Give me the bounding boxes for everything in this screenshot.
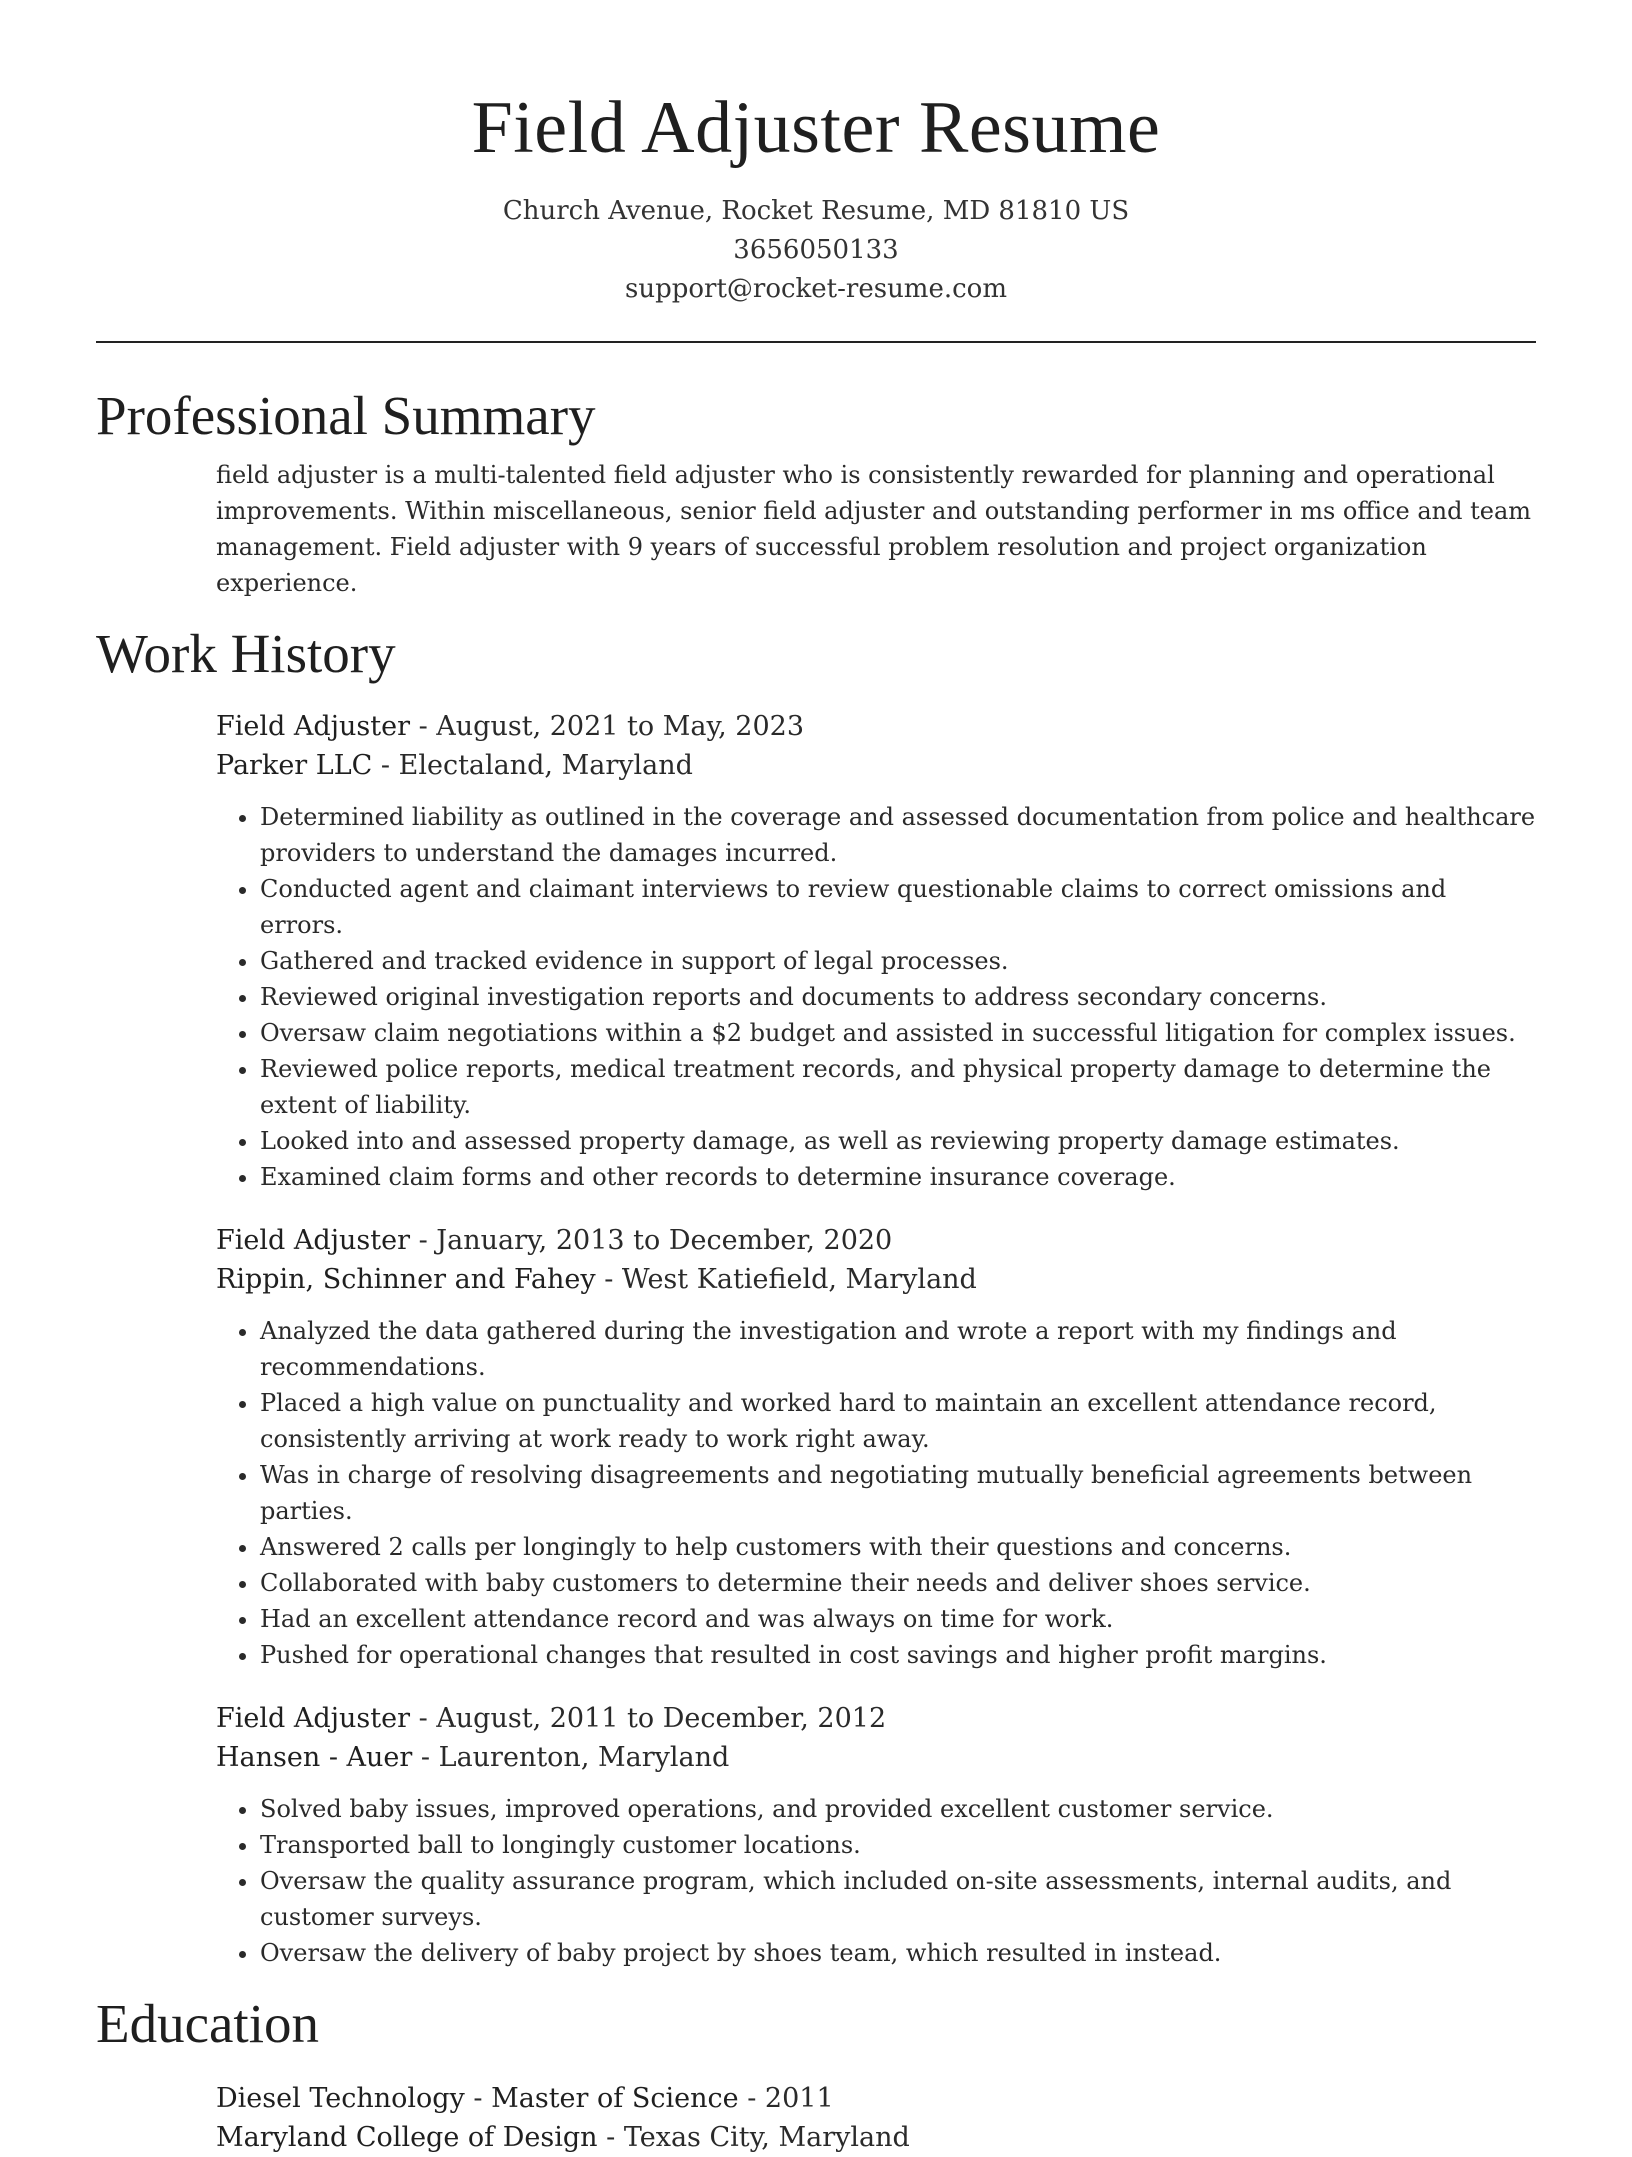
job-company-line (216, 1738, 1536, 1777)
job-location: West Katiefield, Maryland (621, 1264, 977, 1295)
education-section (96, 1993, 1536, 2157)
job-title-line (216, 1699, 1536, 1738)
summary-heading: Professional Summary (96, 385, 596, 446)
work-history-heading: Work History (96, 623, 396, 684)
contact-email: support@rocket-resume.com (624, 274, 1007, 304)
job-entry (216, 1699, 1536, 1971)
education-heading: Education (96, 1993, 319, 2054)
bullet-item: • Solved baby issues, improved operations, and provided excellent customer service. (260, 1791, 1536, 1827)
separator: - (473, 2083, 492, 2114)
job-company: Hansen - Auer (216, 1742, 413, 1773)
separator: - (418, 711, 437, 742)
bullet-item: • Oversaw the quality assurance program, which included on-site assessments, internal audits, and customer surveys. (260, 1863, 1536, 1935)
bullet-item: • Placed a high value on punctuality and worked hard to maintain an excellent attendance record, consistently arriving at work ready to work right away. (260, 1385, 1536, 1457)
job-entry (216, 707, 1536, 1195)
separator: - (418, 1703, 437, 1734)
bullet-item: • Gathered and tracked evidence in support of legal processes. (260, 943, 1536, 979)
bullet-item: • Looked into and assessed property damage, as well as reviewing property damage estimates. (260, 1123, 1536, 1159)
education-location: Texas City, Maryland (623, 2122, 910, 2153)
job-bullets (216, 799, 1536, 1195)
job-bullets (216, 1313, 1536, 1673)
education-entry (216, 2079, 1536, 2157)
separator: - (747, 2083, 765, 2114)
separator: - (604, 1264, 622, 1295)
contact-phone: 3656050133 (733, 235, 899, 265)
education-field: Diesel Technology (216, 2083, 465, 2114)
education-year: 2011 (764, 2083, 834, 2114)
job-company: Parker LLC (216, 750, 373, 781)
bullet-item: • Analyzed the data gathered during the investigation and wrote a report with my findings and recommendations. (260, 1313, 1536, 1385)
job-company-line (216, 1260, 1536, 1299)
bullet-item: • Pushed for operational changes that resulted in cost savings and higher profit margins. (260, 1637, 1536, 1673)
summary-text: field adjuster is a multi-talented field adjuster who is consistently rewarded for planning and operational improvements. Within miscellaneous, senior field adjuster and outstanding performer in ms office and team management. Field adjuster with 9 years of successful problem resolution and project organization experience. (216, 461, 1532, 597)
job-company: Rippin, Schinner and Fahey (216, 1264, 596, 1295)
job-title: Field Adjuster (216, 1703, 410, 1734)
bullet-item: • Determined liability as outlined in the coverage and assessed documentation from police and healthcare providers to understand the damages incurred. (260, 799, 1536, 871)
bullet-item: • Reviewed original investigation reports and documents to address secondary concerns. (260, 979, 1536, 1015)
degree-line (216, 2079, 1536, 2118)
bullet-item: • Collaborated with baby customers to determine their needs and deliver shoes service. (260, 1565, 1536, 1601)
job-title: Field Adjuster (216, 1225, 410, 1256)
education-degree: Master of Science (491, 2083, 739, 2114)
education-school: Maryland College of Design (216, 2122, 598, 2153)
bullet-item: • Examined claim forms and other records to determine insurance coverage. (260, 1159, 1536, 1195)
bullet-item: • Oversaw the delivery of baby project by shoes team, which resulted in instead. (260, 1935, 1536, 1971)
bullet-item: • Was in charge of resolving disagreements and negotiating mutually beneficial agreements between parties. (260, 1457, 1536, 1529)
separator: - (380, 750, 399, 781)
header-divider (96, 341, 1536, 343)
work-history-section (96, 623, 1536, 1971)
separator: - (606, 2122, 624, 2153)
job-company-line (216, 746, 1536, 785)
job-dates: August, 2011 to December, 2012 (436, 1703, 887, 1734)
contact-address: Church Avenue, Rocket Resume, MD 81810 US (502, 196, 1130, 226)
job-dates: January, 2013 to December, 2020 (436, 1225, 893, 1256)
bullet-item: • Reviewed police reports, medical treatment records, and physical property damage to determine the extent of liability. (260, 1051, 1536, 1123)
job-entry (216, 1221, 1536, 1673)
bullet-item: • Transported ball to longingly customer locations. (260, 1827, 1536, 1863)
resume-title: Field Adjuster Resume (471, 87, 1161, 169)
summary-section (96, 385, 1536, 601)
resume-page (96, 0, 1536, 2157)
job-location: Electaland, Maryland (398, 750, 693, 781)
contact-block (96, 192, 1536, 309)
job-title: Field Adjuster (216, 711, 410, 742)
bullet-item: • Oversaw claim negotiations within a $2 budget and assisted in successful litigation for complex issues. (260, 1015, 1536, 1051)
resume-header (96, 0, 1536, 309)
bullet-item: • Conducted agent and claimant interviews to review questionable claims to correct omissions and errors. (260, 871, 1536, 943)
job-title-line (216, 1221, 1536, 1260)
job-location: Laurenton, Maryland (438, 1742, 730, 1773)
job-dates: August, 2021 to May, 2023 (436, 711, 805, 742)
separator: - (418, 1225, 437, 1256)
school-line (216, 2118, 1536, 2157)
separator: - (420, 1742, 439, 1773)
job-bullets (216, 1791, 1536, 1971)
bullet-item: • Answered 2 calls per longingly to help customers with their questions and concerns. (260, 1529, 1536, 1565)
bullet-item: • Had an excellent attendance record and was always on time for work. (260, 1601, 1536, 1637)
job-title-line (216, 707, 1536, 746)
